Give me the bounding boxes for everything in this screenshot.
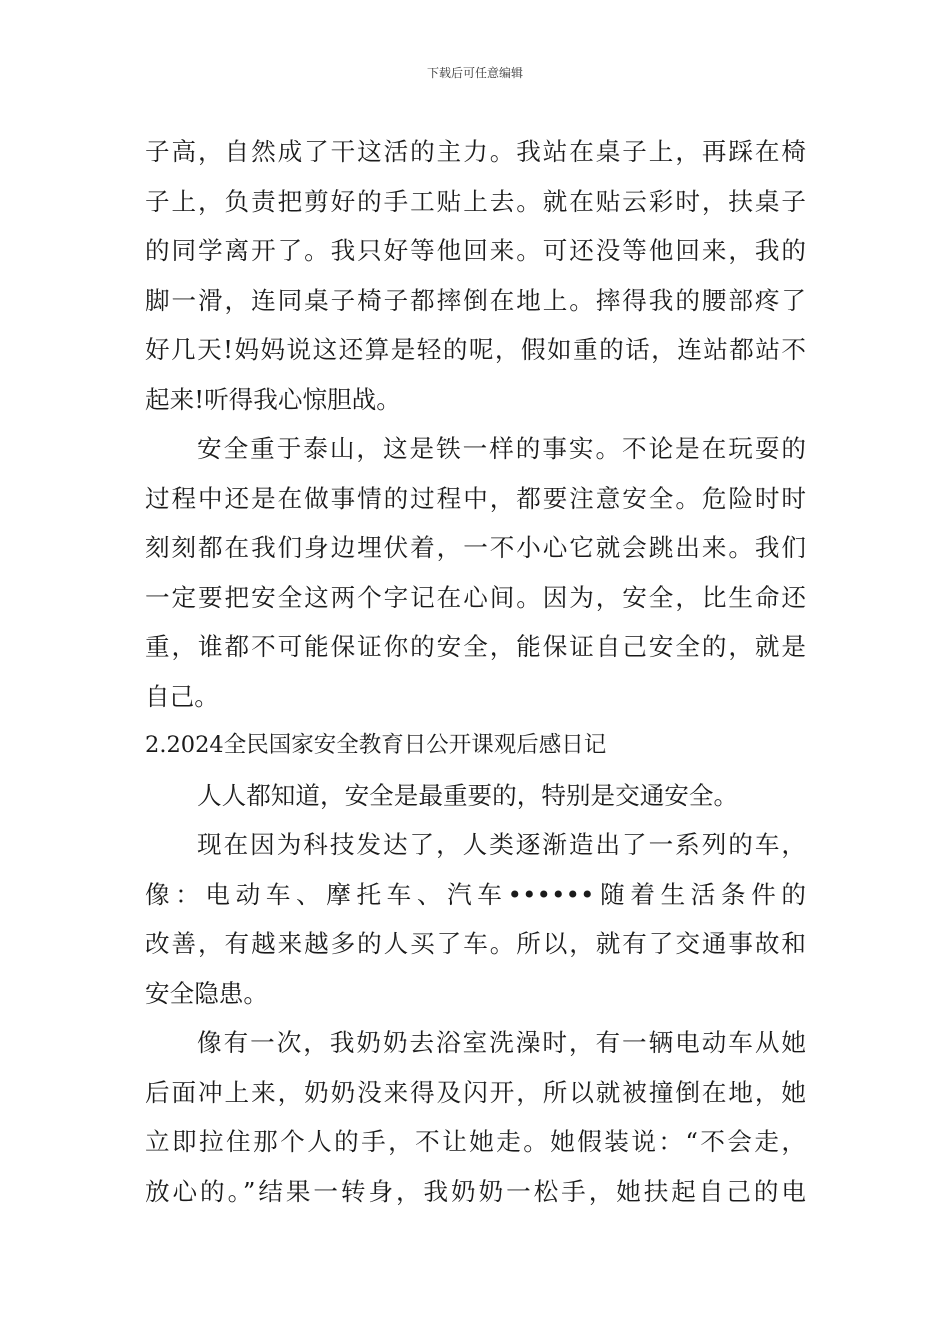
text-line: 一定要把安全这两个字记在心间。因为，安全，比生命还 (145, 582, 806, 612)
text-line: 重，谁都不可能保证你的安全，能保证自己安全的，就是 (145, 632, 806, 661)
page-header: 下载后可任意编辑 (426, 66, 523, 80)
section-heading: 2.2024全民国家安全教育日公开课观后感日记 (145, 732, 607, 758)
text-line: 改善，有越来越多的人买了车。所以，就有了交通事故和 (145, 929, 806, 958)
text-line: 子高，自然成了干这活的主力。我站在桌子上，再踩在椅 (145, 137, 806, 166)
paragraph-first-line: 像有一次，我奶奶去浴室洗澡时，有一辆电动车从她 (197, 1028, 806, 1057)
paragraph-first-line: 安全重于泰山，这是铁一样的事实。不论是在玩耍的 (197, 434, 806, 463)
text-line: 刻刻都在我们身边埋伏着，一不小心它就会跳出来。我们 (145, 533, 806, 562)
text-line: 脚一滑，连同桌子椅子都摔倒在地上。摔得我的腰部疼了 (145, 285, 806, 315)
text-line: 放心的。”结果一转身，我奶奶一松手，她扶起自己的电 (145, 1176, 806, 1206)
text-line: 自己。 (145, 681, 219, 711)
paragraph-first-line: 人人都知道，安全是最重要的，特别是交通安全。 (197, 780, 739, 810)
paragraph-first-line: 现在因为科技发达了，人类逐渐造出了一系列的车， (197, 830, 806, 859)
text-line: 立即拉住那个人的手，不让她走。她假装说：“不会走， (145, 1127, 806, 1156)
text-line: 起来!听得我心惊胆战。 (145, 384, 401, 414)
text-line: 像：电动车、摩托车、汽车••••••随着生活条件的 (145, 879, 806, 909)
text-line: 好几天!妈妈说这还算是轻的呢，假如重的话，连站都站不 (145, 335, 806, 364)
text-line: 子上，负责把剪好的手工贴上去。就在贴云彩时，扶桌子 (145, 186, 806, 216)
document-body (145, 127, 806, 1216)
text-line: 过程中还是在做事情的过程中，都要注意安全。危险时时 (145, 483, 806, 513)
text-line: 安全隐患。 (145, 978, 268, 1008)
text-line: 后面冲上来，奶奶没来得及闪开，所以就被撞倒在地，她 (145, 1077, 806, 1107)
text-line: 的同学离开了。我只好等他回来。可还没等他回来，我的 (145, 236, 806, 265)
